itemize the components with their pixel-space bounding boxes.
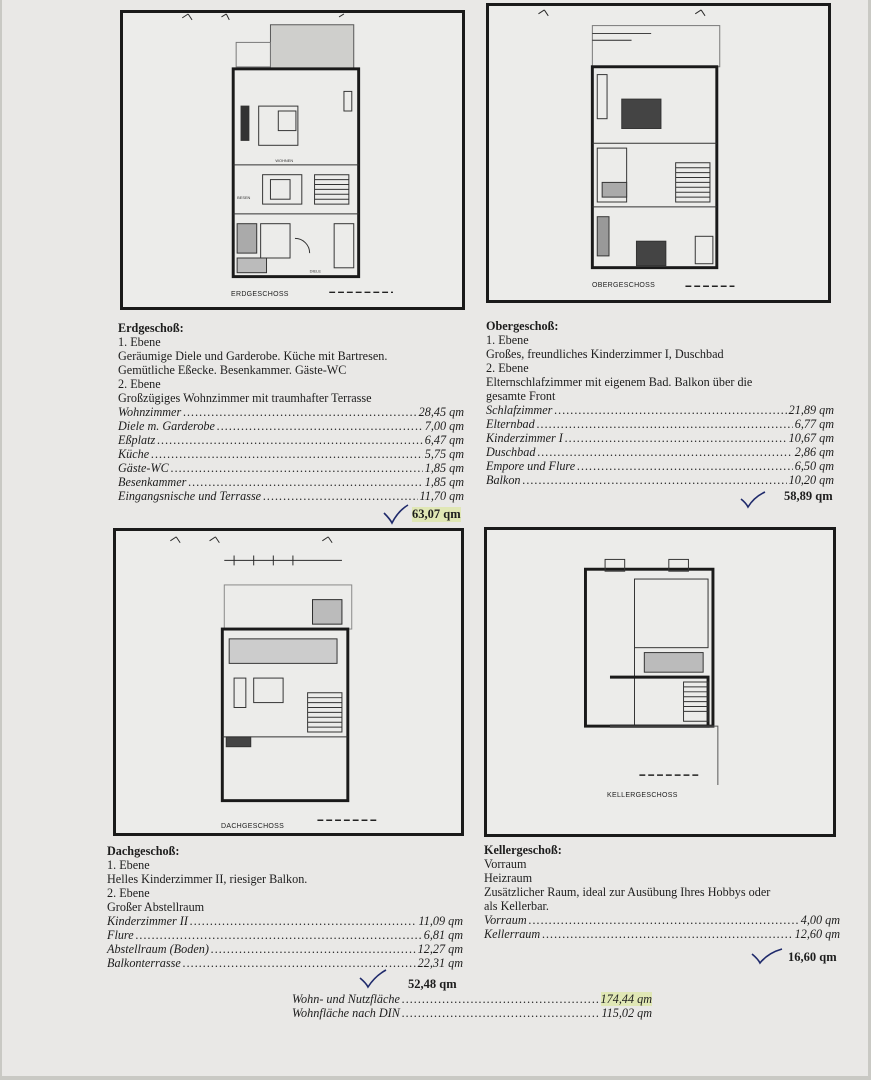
description-line: 1. Ebene — [118, 335, 161, 349]
section-title: Erdgeschoß: — [118, 321, 184, 335]
description-line: 2. Ebene — [486, 361, 529, 375]
description-line: Großer Abstellraum — [107, 900, 205, 914]
room-area: 10,67 qm — [788, 431, 834, 445]
leader-dots — [157, 433, 422, 447]
room-area: 6,50 qm — [794, 459, 834, 473]
area-row — [118, 419, 464, 433]
description-line: Elternschlafzimmer mit eigenem Bad. Balkon über die — [486, 375, 753, 389]
room-label: Empore und Flure — [486, 459, 576, 473]
room-label: Elternbad — [486, 417, 535, 431]
room-label: Gäste-WC — [118, 461, 169, 475]
plan-label-kellergeschoss: KELLERGESCHOSS — [607, 792, 678, 799]
area-row — [486, 403, 834, 417]
room-area: 10,20 qm — [788, 473, 834, 487]
leader-dots — [537, 417, 793, 431]
room-area: 11,70 qm — [419, 489, 464, 503]
description-line: Großzügiges Wohnzimmer mit traumhafter Terrasse — [118, 391, 372, 405]
leader-dots — [537, 445, 792, 459]
leader-dots — [171, 461, 423, 475]
room-area: 7,00 qm — [424, 419, 464, 433]
leader-dots — [542, 927, 792, 941]
description-line: Gemütliche Eßecke. Besenkammer. Gäste-WC — [118, 363, 347, 377]
floorplan-erdgeschoss — [120, 10, 465, 310]
checkmark-icon — [358, 968, 388, 990]
room-area: 5,75 qm — [424, 447, 464, 461]
area-row — [484, 927, 840, 941]
leader-dots — [402, 992, 599, 1006]
plan-label-obergeschoss: OBERGESCHOSS — [592, 282, 656, 289]
description-line: Zusätzlicher Raum, ideal zur Ausübung Ihres Hobbys oder — [484, 885, 771, 899]
section-dachgeschoss — [107, 844, 463, 970]
description-line: 1. Ebene — [107, 858, 150, 872]
room-label: Kellerraum — [484, 927, 541, 941]
room-area: 12,60 qm — [794, 927, 840, 941]
room-area: 1,85 qm — [424, 475, 464, 489]
room-area: 6,77 qm — [794, 417, 834, 431]
room-label: Küche — [118, 447, 150, 461]
room-label: Vorraum — [484, 913, 527, 927]
section-kellergeschoss — [484, 843, 840, 941]
room-label: Diele m. Garderobe — [118, 419, 215, 433]
area-row — [118, 447, 464, 461]
leader-dots — [136, 928, 422, 942]
summary-row — [292, 1006, 652, 1020]
section-obergeschoss — [486, 319, 834, 487]
summary-label: Wohnfläche nach DIN — [292, 1006, 400, 1020]
description-line: 2. Ebene — [118, 377, 161, 391]
floorplan-erdgeschoss-drawing — [123, 13, 462, 307]
summary-label: Wohn- und Nutzfläche — [292, 992, 400, 1006]
svg-text:DIELE: DIELE — [309, 268, 321, 274]
room-area: 6,47 qm — [424, 433, 464, 447]
leader-dots — [151, 447, 423, 461]
leader-dots — [217, 419, 423, 433]
room-label: Kinderzimmer II — [107, 914, 188, 928]
room-area: 12,27 qm — [417, 942, 463, 956]
leader-dots — [183, 405, 416, 419]
summary-value: 174,44 qm — [600, 992, 652, 1006]
svg-text:BESEN: BESEN — [237, 195, 251, 201]
summary-row — [292, 992, 652, 1006]
description-line: Geräumige Diele und Garderobe. Küche mit Bartresen. — [118, 349, 388, 363]
floorplan-obergeschoss — [486, 3, 831, 303]
floorplan-dachgeschoss — [113, 528, 464, 836]
checkmark-icon — [382, 503, 410, 525]
area-row — [107, 956, 463, 970]
area-row — [486, 473, 834, 487]
svg-text:WOHNEN: WOHNEN — [275, 157, 294, 163]
room-label: Eingangsnische und Terrasse — [118, 489, 262, 503]
leader-dots — [263, 489, 417, 503]
checkmark-icon — [739, 490, 767, 510]
area-row — [486, 417, 834, 431]
leader-dots — [529, 913, 799, 927]
leader-dots — [211, 942, 416, 956]
room-label: Flure — [107, 928, 134, 942]
area-row — [484, 913, 840, 927]
room-area: 2,86 qm — [794, 445, 834, 459]
description-line: gesamte Front — [486, 389, 556, 403]
leader-dots — [523, 473, 787, 487]
checkmark-icon — [750, 946, 784, 966]
floorplan-kellergeschoss — [484, 527, 836, 837]
description-line: Großes, freundliches Kinderzimmer I, Duschbad — [486, 347, 724, 361]
room-area: 21,89 qm — [788, 403, 834, 417]
leader-dots — [402, 1006, 600, 1020]
room-label: Abstellraum (Boden) — [107, 942, 209, 956]
document-sheet — [2, 0, 868, 1076]
room-area: 11,09 qm — [418, 914, 463, 928]
subtotal-erdgeschoss: 63,07 qm — [412, 507, 461, 521]
area-row — [486, 459, 834, 473]
section-title: Obergeschoß: — [486, 319, 559, 333]
area-row — [486, 445, 834, 459]
leader-dots — [554, 403, 786, 417]
room-label: Balkonterrasse — [107, 956, 181, 970]
area-row — [118, 475, 464, 489]
plan-label-dachgeschoss: DACHGESCHOSS — [221, 823, 285, 830]
description-line: Vorraum — [484, 857, 527, 871]
area-summary — [292, 992, 652, 1020]
room-area: 1,85 qm — [424, 461, 464, 475]
room-area: 4,00 qm — [800, 913, 840, 927]
floorplan-obergeschoss-drawing — [489, 6, 828, 300]
area-row — [118, 433, 464, 447]
leader-dots — [190, 914, 417, 928]
room-area: 6,81 qm — [423, 928, 463, 942]
subtotal-kellergeschoss: 16,60 qm — [788, 950, 837, 964]
subtotal-obergeschoss: 58,89 qm — [784, 489, 833, 503]
area-row — [118, 405, 464, 419]
area-row — [107, 914, 463, 928]
room-area: 22,31 qm — [417, 956, 463, 970]
leader-dots — [188, 475, 422, 489]
area-row — [118, 461, 464, 475]
room-label: Duschbad — [486, 445, 536, 459]
description-line: 1. Ebene — [486, 333, 529, 347]
area-row — [107, 942, 463, 956]
description-line: 2. Ebene — [107, 886, 150, 900]
plan-label-erdgeschoss: ERDGESCHOSS — [231, 291, 289, 298]
room-label: Balkon — [486, 473, 521, 487]
room-label: Besenkammer — [118, 475, 187, 489]
leader-dots — [577, 459, 793, 473]
summary-value: 115,02 qm — [601, 1006, 652, 1020]
area-row — [486, 431, 834, 445]
room-label: Schlafzimmer — [486, 403, 553, 417]
area-row — [107, 928, 463, 942]
room-area: 28,45 qm — [418, 405, 464, 419]
room-label: Kinderzimmer I — [486, 431, 563, 445]
room-label: Eßplatz — [118, 433, 156, 447]
subtotal-dachgeschoss: 52,48 qm — [408, 977, 457, 991]
room-label: Wohnzimmer — [118, 405, 182, 419]
floorplan-dachgeschoss-drawing — [116, 531, 461, 833]
section-title: Dachgeschoß: — [107, 844, 180, 858]
section-title: Kellergeschoß: — [484, 843, 562, 857]
description-line: Helles Kinderzimmer II, riesiger Balkon. — [107, 872, 308, 886]
floorplan-kellergeschoss-drawing — [487, 530, 833, 834]
area-row — [118, 489, 464, 503]
description-line: Heizraum — [484, 871, 533, 885]
description-line: als Kellerbar. — [484, 899, 549, 913]
section-erdgeschoss — [118, 321, 464, 503]
leader-dots — [565, 431, 787, 445]
